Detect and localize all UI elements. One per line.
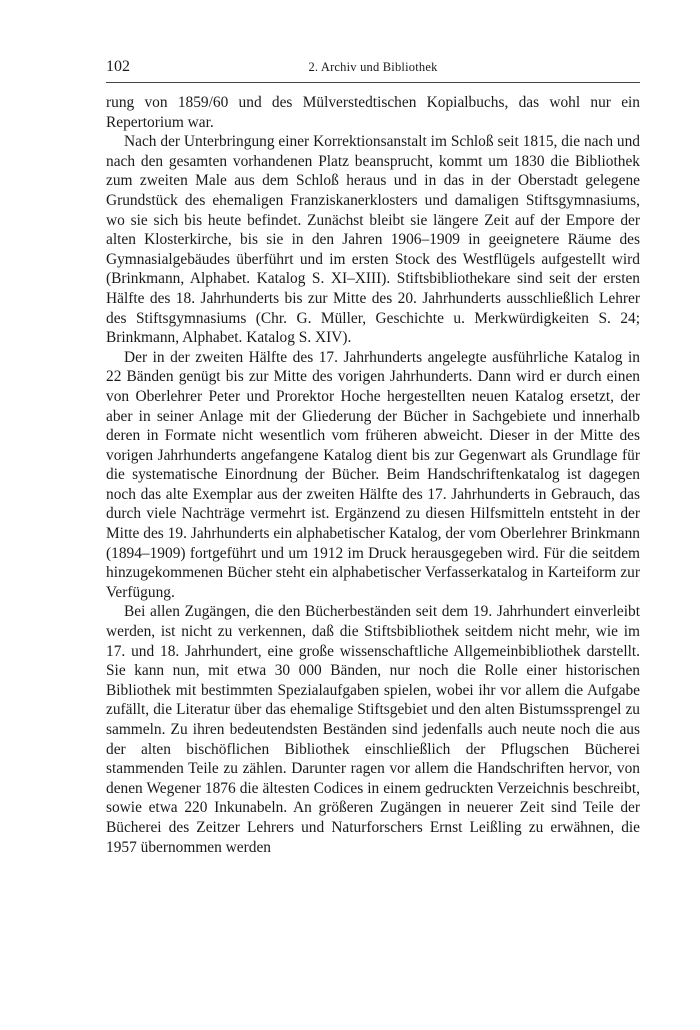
header-rule xyxy=(106,82,640,83)
paragraph: Nach der Unterbringung einer Korrektionsanstalt im Schloß seit 1815, die nach und nach den gesamten vorhandenen Platz beansprucht, kommt um 1830 die Bibliothek zum zweiten Male aus dem Schloß heraus und in das in der Oberstadt gelegene Grundstück des ehemaligen Franziskanerklosters und damaligen Stiftsgymnasiums, wo sie sich bis heute befindet. Zunächst bleibt sie längere Zeit auf der Empore der alten Klosterkirche, bis sie in den Jahren 1906–1909 in geeignetere Räume des Gymnasialgebäudes überführt und im ersten Stock des Westflügels aufgestellt wird (Brinkmann, Alphabet. Katalog S. XI–XIII). Stiftsbibliothekare sind seit der ersten Hälfte des 18. Jahrhunderts bis zur Mitte des 20. Jahrhunderts ausschließlich Lehrer des Stiftsgymnasiums (Chr. G. Müller, Geschichte u. Merkwürdigkeiten S. 24; Brinkmann, Alphabet. Katalog S. XIV). xyxy=(106,133,640,347)
paragraph: Der in der zweiten Hälfte des 17. Jahrhunderts angelegte ausführliche Katalog in 22 Bänden genügt bis zur Mitte des vorigen Jahrhunderts. Dann wird er durch einen von Oberlehrer Peter und Prorektor Hoche hergestellten neuen Katalog ersetzt, der aber in seiner Anlage mit der Gliederung der Bücher in Sachgebiete und innerhalb deren in Formate nicht wesentlich vom früheren abweicht. Dieser in der Mitte des vorigen Jahrhunderts angefangene Katalog dient bis zur Gegenwart als Grundlage für die systematische Einordnung der Bücher. Beim Handschriftenkatalog ist dagegen noch das alte Exemplar aus der zweiten Hälfte des 17. Jahrhunderts in Gebrauch, das durch viele Nachträge vermehrt ist. Ergänzend zu diesen Hilfsmitteln entsteht in der Mitte des 19. Jahrhunderts ein alphabetischer Katalog, der vom Oberlehrer Brinkmann (1894–1909) fortgeführt und um 1912 im Druck herausgegeben wird. Für die seitdem hinzugekommenen Bücher steht ein alphabetischer Verfasserkatalog in Karteiform zur Verfügung. xyxy=(106,348,640,601)
paragraph-continuation: rung von 1859/60 und des Mülverstedtischen Kopialbuchs, das wohl nur ein Repertorium war. xyxy=(106,94,640,131)
document-page xyxy=(106,58,640,856)
body-text xyxy=(106,93,640,857)
running-head: 2. Archiv und Bibliothek xyxy=(308,60,438,74)
paragraph: Bei allen Zugängen, die den Bücherbeständen seit dem 19. Jahrhundert einverleibt werden, ist nicht zu verkennen, daß die Stiftsbibliothek seitdem nicht mehr, wie im 17. und 18. Jahrhundert, eine große wissenschaftliche Allgemeinbibliothek darstellt. Sie kann nun, mit etwa 30 000 Bänden, nur noch die Rolle einer historischen Bibliothek mit bestimmten Spezialaufgaben spielen, wobei ihr vor allem die Aufgabe zufällt, die Literatur über das ehemalige Stiftsgebiet und den alten Bistumssprengel zu sammeln. Zu ihren bedeutendsten Beständen sind jedenfalls auch neute noch die aus der alten bischöflichen Bibliothek einschließlich der Pflugschen Bücherei stammenden Teile zu zählen. Darunter ragen vor allem die Handschriften hervor, von denen Wegener 1876 die ältesten Codices in einem gedruckten Verzeichnis beschreibt, sowie etwa 220 Inkunabeln. An größeren Zugängen in neuerer Zeit sind Teile der Bücherei des Zeitzer Lehrers und Naturforschers Ernst Leißling zu erwähnen, die 1957 übernommen werden xyxy=(106,603,640,856)
page-header xyxy=(106,58,640,82)
page-number: 102 xyxy=(106,58,130,75)
